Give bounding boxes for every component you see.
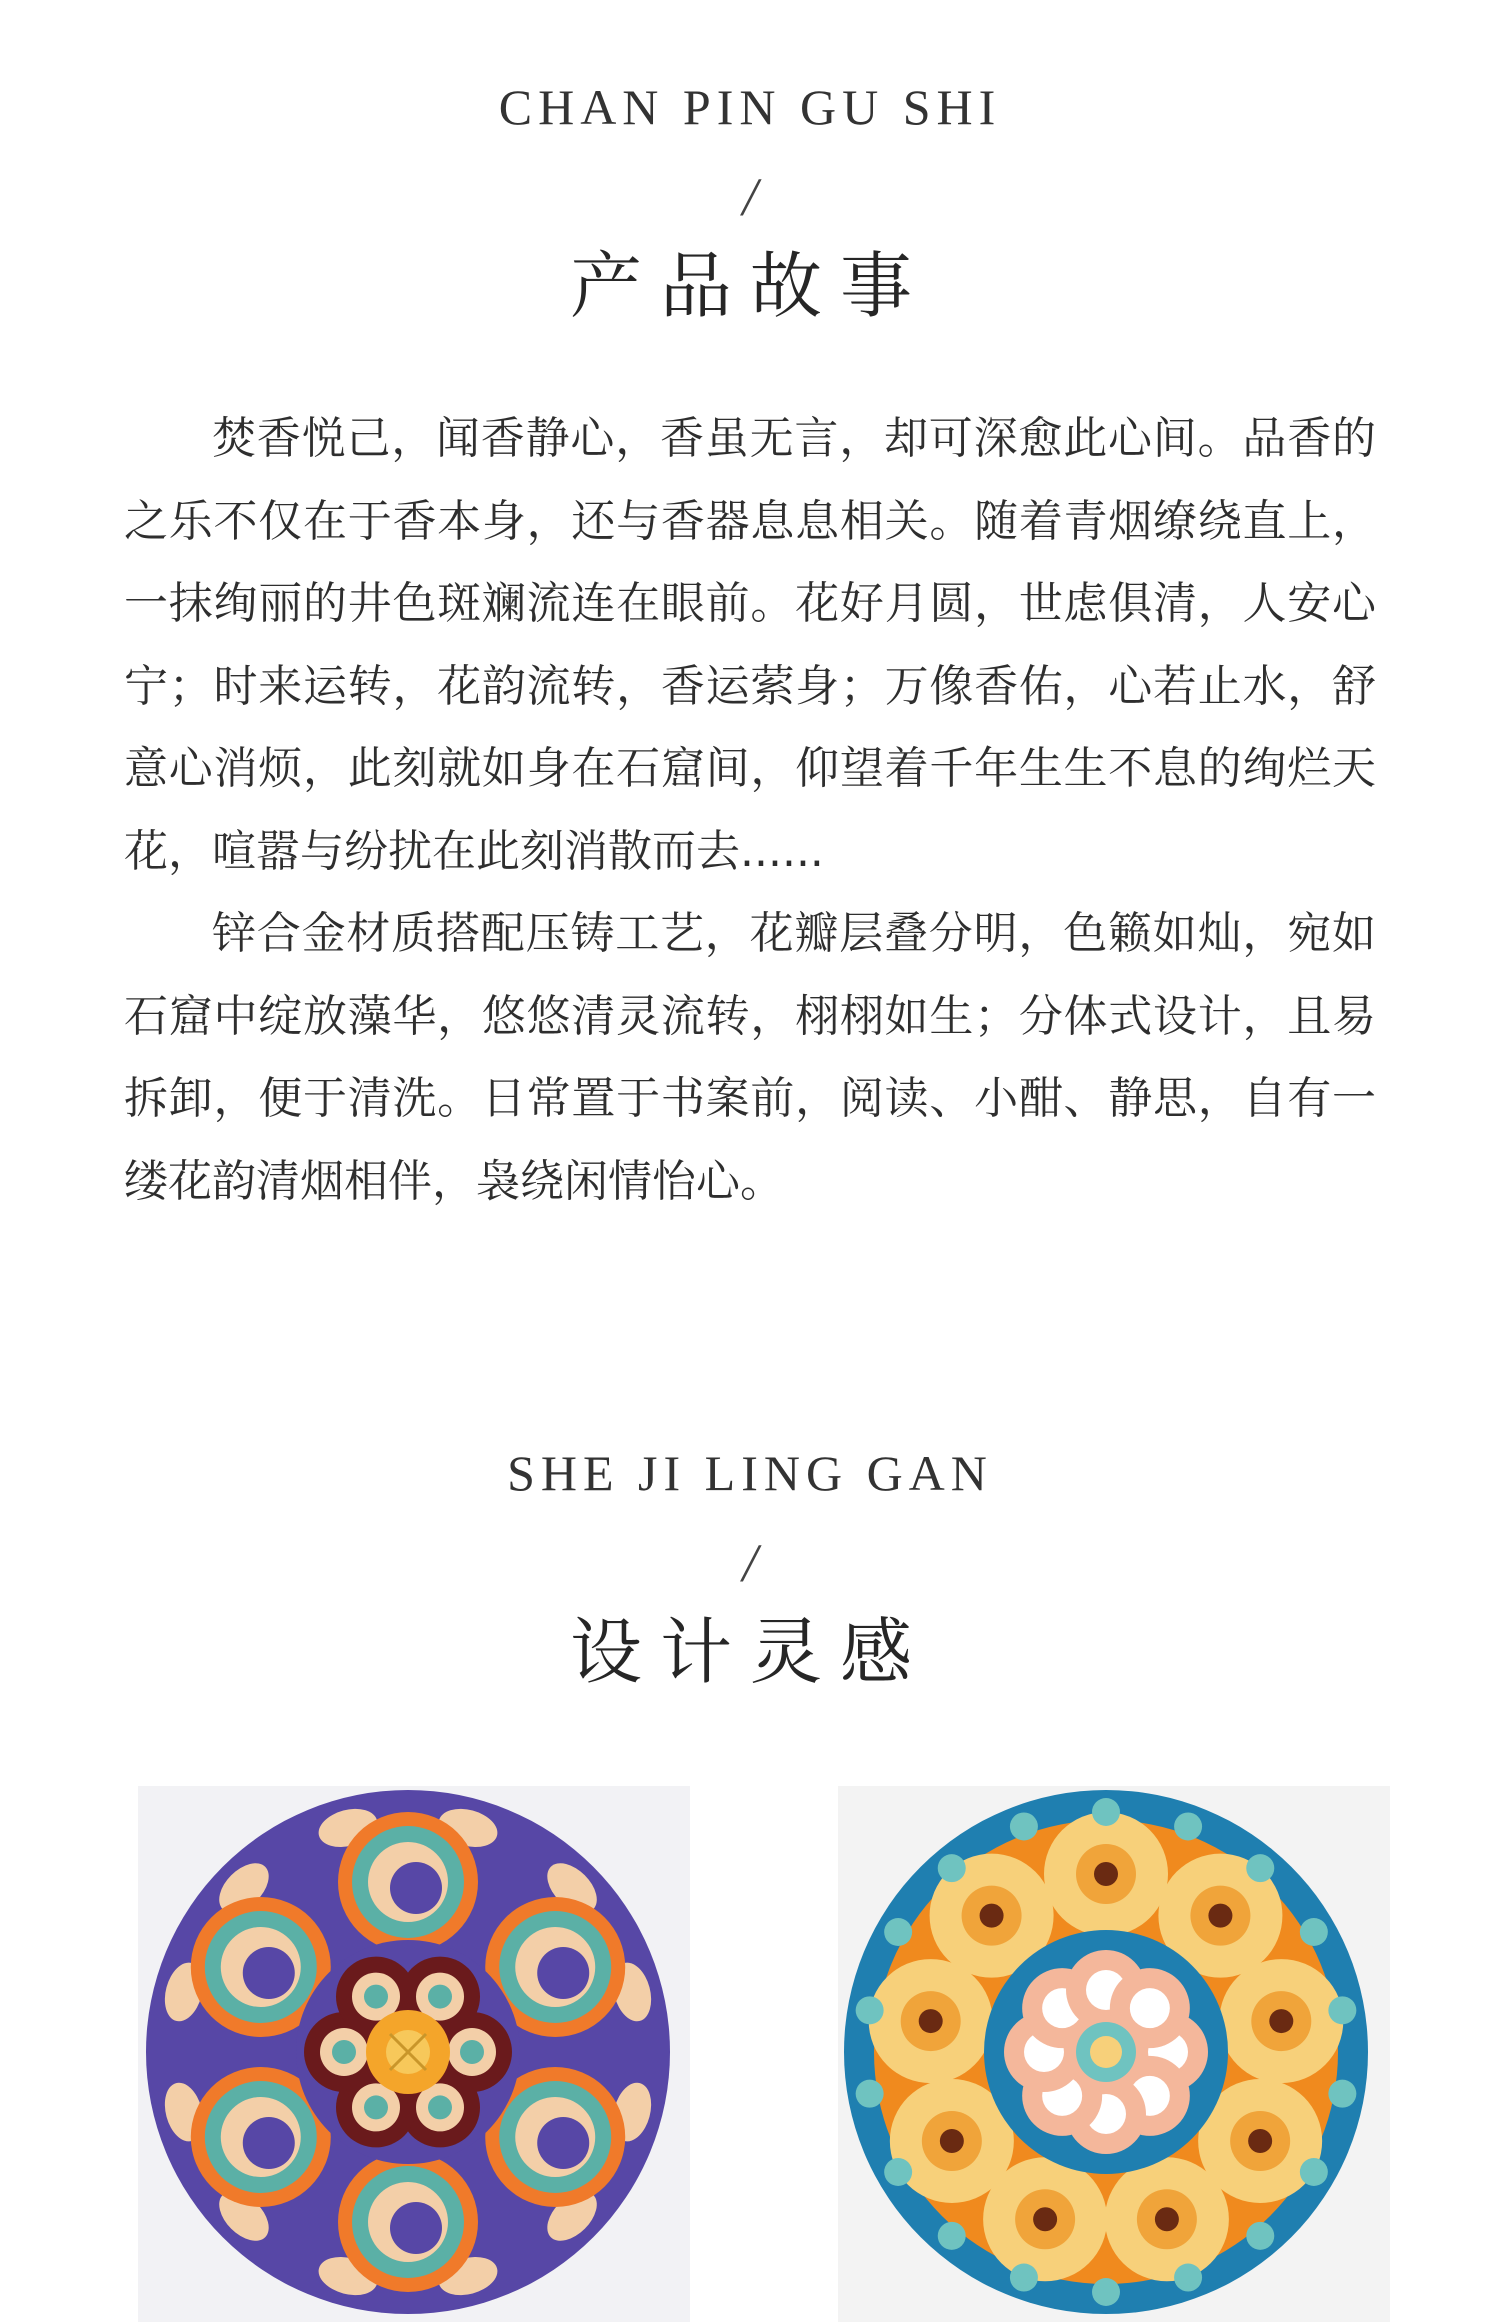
story-title-en: CHAN PIN GU SHI <box>498 79 1002 135</box>
inspiration-images <box>0 1786 1500 2322</box>
story-body <box>124 398 1376 1223</box>
blue-flower-mandala-icon <box>838 1786 1390 2322</box>
purple-cloud-mandala-image <box>138 1786 690 2322</box>
inspiration-header <box>0 1445 1500 1694</box>
blue-flower-mandala-image <box>838 1786 1390 2322</box>
story-paragraph-1: 焚香悦己，闻香静心，香虽无言，却可深愈此心间。品香的之乐不仅在于香本身，还与香器息息相关。随着青烟缭绕直上，一抹绚丽的井色斑斓流连在眼前。花好月圆，世虑俱清，人安心宁；时来运转，花韵流转，香运萦身；万像香佑，心若止水，舒意心消烦，此刻就如身在石窟间，仰望着千年生生不息的绚烂天花，喧嚣与纷扰在此刻消散而去...... <box>124 413 1376 877</box>
inspiration-title-cn: 设计灵感 <box>569 1610 930 1694</box>
story-paragraph-2: 锌合金材质搭配压铸工艺，花瓣层叠分明，色籁如灿，宛如石窟中绽放藻华，悠悠清灵流转，栩栩如生；分体式设计，且易拆卸，便于清洗。日常置于书案前，阅读、小酣、静思，自有一缕花韵清烟相伴，袅绕闲情怡心。 <box>124 908 1376 1207</box>
story-header <box>0 79 1500 328</box>
inspiration-divider: / <box>742 1533 758 1593</box>
story-title-cn: 产品故事 <box>569 244 930 328</box>
inspiration-title-en: SHE JI LING GAN <box>507 1445 993 1501</box>
purple-cloud-mandala-icon <box>138 1786 690 2322</box>
story-divider: / <box>742 167 758 227</box>
